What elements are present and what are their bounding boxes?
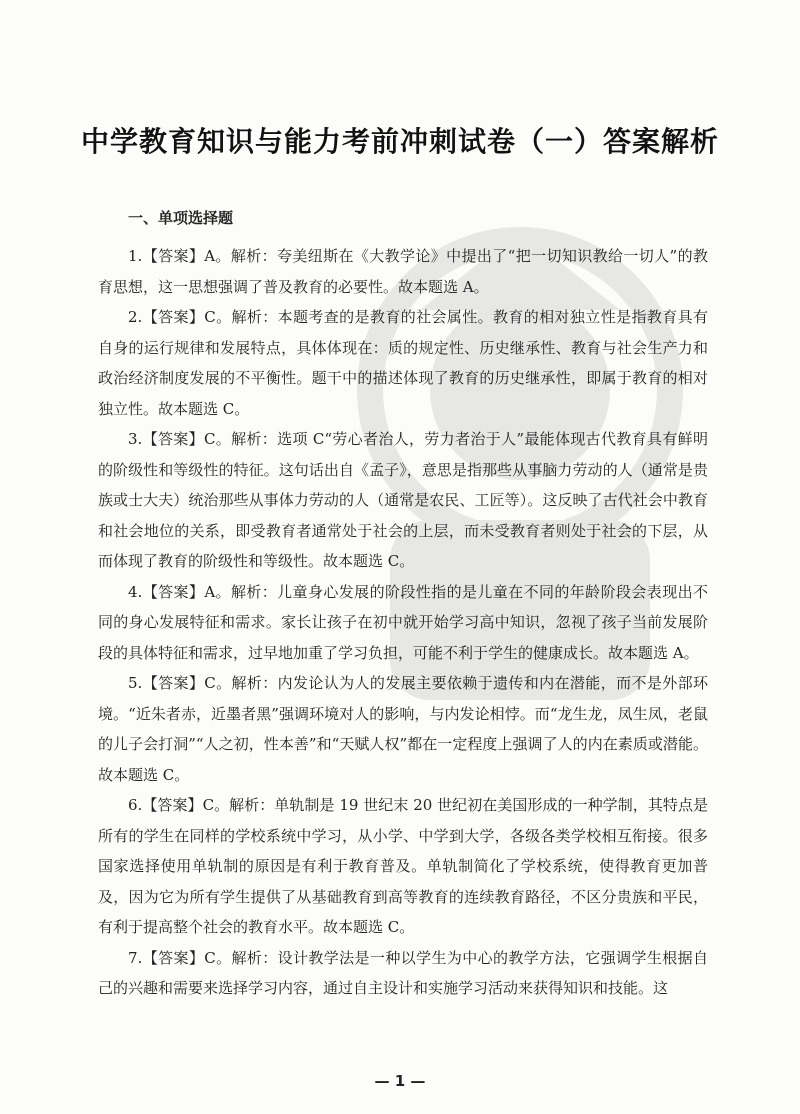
answer-item-7: 7.【答案】C。解析：设计教学法是一种以学生为中心的教学方法，它强调学生根据自己的兴趣和需要来选择学习内容，通过自主设计和实施学习活动来获得知识和技能。这 (98, 948, 708, 997)
answer-item-6: 6.【答案】C。解析：单轨制是 19 世纪末 20 世纪初在美国形成的一种学制，其特点是所有的学生在同样的学校系统中学习，从小学、中学到大学，各级各类学校相互衔接。很多国家选择使用单轨制的原因是有利于教育普及。单轨制简化了学校系统，使得教育更加普及，因为它为所有学生提供了从基础教育到高等教育的连续教育路径，不区分贵族和平民，有利于提高整个社会的教育水平。故本题选 C。 (98, 796, 708, 936)
answer-item-1: 1.【答案】A。解析：夸美纽斯在《大教学论》中提出了“把一切知识教给一切人”的教育思想，这一思想强调了普及教育的必要性。故本题选 A。 (98, 247, 708, 296)
answer-item-3: 3.【答案】C。解析：选项 C“劳心者治人，劳力者治于人”最能体现古代教育具有鲜明的阶级性和等级性的特征。这句话出自《孟子》，意思是指那些从事脑力劳动的人（通常是贵族或士大夫）统治那些从事体力劳动的人（通常是农民、工匠等）。这反映了古代社会中教育和社会地位的关系，即受教育者通常处于社会的上层，而未受教育者则处于社会的下层，从而体现了教育的阶级性和等级性。故本题选 C。 (98, 430, 708, 570)
document-title: 中学教育知识与能力考前冲刺试卷（一）答案解析 (80, 125, 719, 158)
answer-item-2: 2.【答案】C。解析：本题考查的是教育的社会属性。教育的相对独立性是指教育具有自身的运行规律和发展特点，具体体现在：质的规定性、历史继承性、教育与社会生产力和政治经济制度发展的不平衡性。题干中的描述体现了教育的历史继承性，即属于教育的相对独立性。故本题选 C。 (98, 308, 708, 418)
page-number: — 1 — (374, 1072, 426, 1090)
answer-item-4: 4.【答案】A。解析：儿童身心发展的阶段性指的是儿童在不同的年龄阶段会表现出不同的身心发展特征和需求。家长让孩子在初中就开始学习高中知识，忽视了孩子当前发展阶段的具体特征和需求，过早地加重了学习负担，可能不利于学生的健康成长。故本题选 A。 (98, 582, 708, 662)
section-heading: 一、单项选择题 (128, 209, 234, 227)
answer-item-5: 5.【答案】C。解析：内发论认为人的发展主要依赖于遗传和内在潜能，而不是外部环境。“近朱者赤，近墨者黑”强调环境对人的影响，与内发论相悖。而“龙生龙，凤生凤，老鼠的儿子会打洞”“人之初，性本善”和“天赋人权”都在一定程度上强调了人的内在素质或潜能。故本题选 C。 (98, 674, 708, 784)
document-body (98, 206, 708, 1004)
